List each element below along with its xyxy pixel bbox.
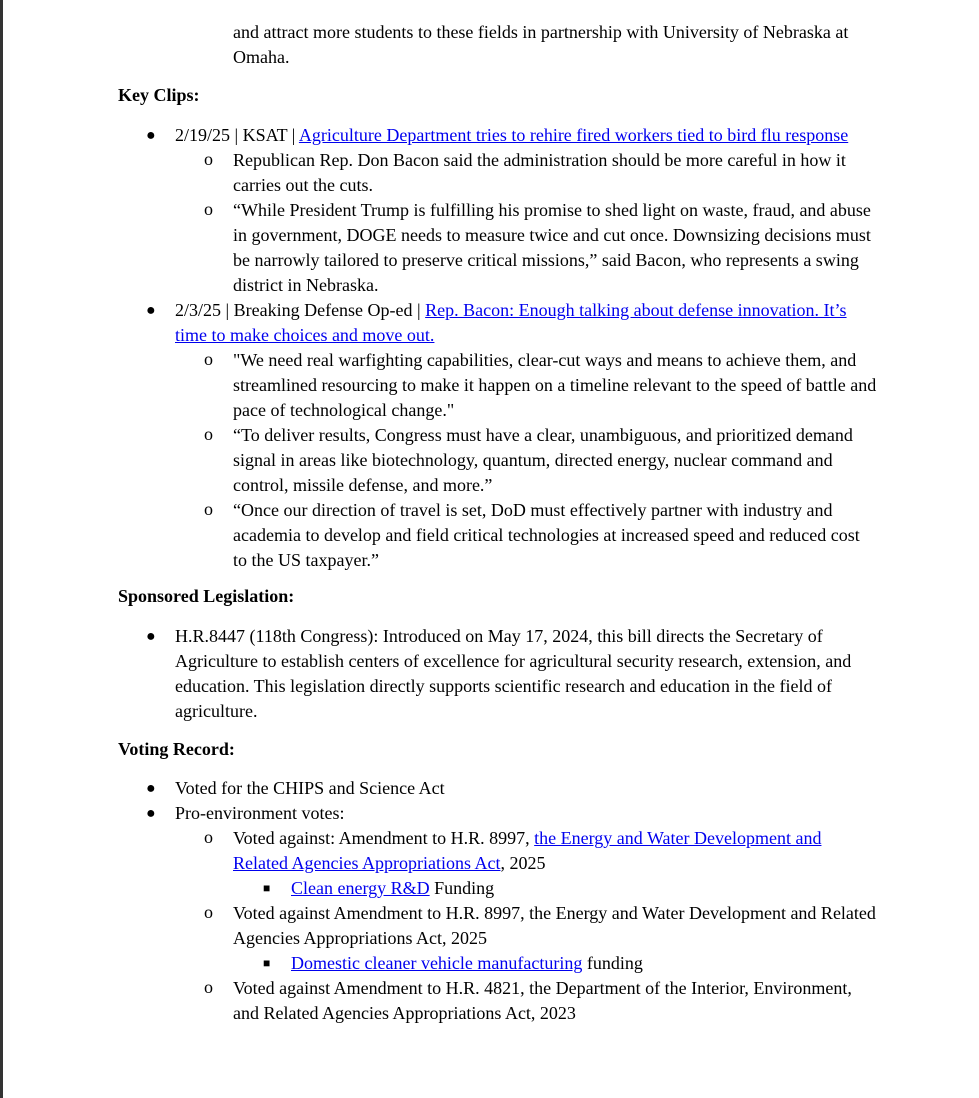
clip-quote	[118, 423, 878, 498]
circle-bullet-icon: o	[204, 977, 213, 997]
circle-bullet-icon: o	[204, 149, 213, 169]
document-page	[118, 0, 878, 1026]
square-bullet-icon: ■	[263, 956, 271, 970]
vote-subitem	[118, 826, 878, 876]
intro-paragraph: and attract more students to these fields in partnership with University of Nebraska at Omaha.	[233, 22, 849, 67]
circle-bullet-icon: o	[204, 827, 213, 847]
circle-bullet-icon: o	[204, 424, 213, 444]
vote-subitem	[118, 976, 878, 1026]
vote-detail	[118, 951, 878, 976]
clip-prefix: 2/19/25 | KSAT |	[175, 125, 299, 145]
clip-quote	[118, 498, 878, 573]
circle-bullet-icon: o	[204, 499, 213, 519]
vote-detail-suffix: Funding	[429, 878, 495, 898]
vote-subitem	[118, 901, 878, 951]
clip-quote-text: “Once our direction of travel is set, DoD must effectively partner with industry and academia to develop and field critical technologies at increased speed and reduced cost to the US taxpayer.”	[233, 500, 860, 570]
legislation-item	[118, 624, 878, 724]
clean-energy-link[interactable]: Clean energy R&D	[291, 878, 430, 898]
legislation-text: H.R.8447 (118th Congress): Introduced on May 17, 2024, this bill directs the Secretary of Agriculture to establish centers of excellence for agricultural security research, extension, and education. This legislation directly supports scientific research and education in the field of agriculture.	[175, 626, 852, 721]
square-bullet-icon: ■	[263, 881, 271, 895]
vote-item	[118, 776, 878, 801]
clip-item	[118, 298, 878, 348]
bullet-icon: ●	[146, 780, 156, 797]
clip-prefix: 2/3/25 | Breaking Defense Op-ed |	[175, 300, 426, 320]
bullet-icon: ●	[146, 302, 156, 319]
vote-detail	[118, 876, 878, 901]
energy-water-act-link[interactable]: the Energy and Water Development and Related Agencies Appropriations Act	[233, 828, 822, 873]
clip-quote-text: “While President Trump is fulfilling his promise to shed light on waste, fraud, and abuse in government, DOGE needs to measure twice and cut once. Downsizing decisions must be narrowly tailored to preserve critical missions,” said Bacon, who represents a swing district in Nebraska.	[233, 200, 871, 295]
voting-record-list	[118, 776, 878, 1026]
vote-subitem-prefix: Voted against: Amendment to H.R. 8997,	[233, 828, 535, 848]
key-clips-heading: Key Clips:	[118, 85, 200, 105]
bullet-icon: ●	[146, 628, 156, 645]
clip-quote-text: “To deliver results, Congress must have a clear, unambiguous, and prioritized demand signal in areas like biotechnology, quantum, directed energy, nuclear command and control, missile defense, and more.”	[233, 425, 853, 495]
clip-item	[118, 123, 878, 148]
circle-bullet-icon: o	[204, 199, 213, 219]
cleaner-vehicle-link[interactable]: Domestic cleaner vehicle manufacturing	[291, 953, 583, 973]
vote-text: Pro-environment votes:	[175, 803, 345, 823]
circle-bullet-icon: o	[204, 349, 213, 369]
vote-subitem-text: Voted against Amendment to H.R. 4821, the Department of the Interior, Environment, and Related Agencies Appropriations Act, 2023	[233, 978, 852, 1023]
clip-quote	[118, 198, 878, 298]
vote-subitem-suffix: , 2025	[500, 853, 546, 873]
bullet-icon: ●	[146, 805, 156, 822]
key-clips-list	[118, 123, 878, 573]
clip-link-breaking-defense[interactable]: Rep. Bacon: Enough talking about defense innovation. It’s time to make choices and move out.	[175, 300, 847, 345]
vote-subitem-text: Voted against Amendment to H.R. 8997, the Energy and Water Development and Related Agencies Appropriations Act, 2025	[233, 903, 876, 948]
bullet-icon: ●	[146, 127, 156, 144]
vote-text: Voted for the CHIPS and Science Act	[175, 778, 445, 798]
sponsored-legislation-list	[118, 624, 878, 724]
clip-quote-text: Republican Rep. Don Bacon said the administration should be more careful in how it carries out the cuts.	[233, 150, 846, 195]
clip-quote-text: "We need real warfighting capabilities, clear-cut ways and means to achieve them, and streamlined resourcing to make it happen on a timeline relevant to the speed of battle and pace of technological change."	[233, 350, 877, 420]
vote-item	[118, 801, 878, 826]
page-left-border	[0, 0, 3, 1098]
vote-detail-suffix: funding	[582, 953, 643, 973]
voting-record-heading: Voting Record:	[118, 739, 235, 759]
circle-bullet-icon: o	[204, 902, 213, 922]
clip-link-ksat[interactable]: Agriculture Department tries to rehire fired workers tied to bird flu response	[298, 125, 849, 145]
clip-quote	[118, 148, 878, 198]
sponsored-legislation-heading: Sponsored Legislation:	[118, 586, 295, 606]
clip-quote	[118, 348, 878, 423]
